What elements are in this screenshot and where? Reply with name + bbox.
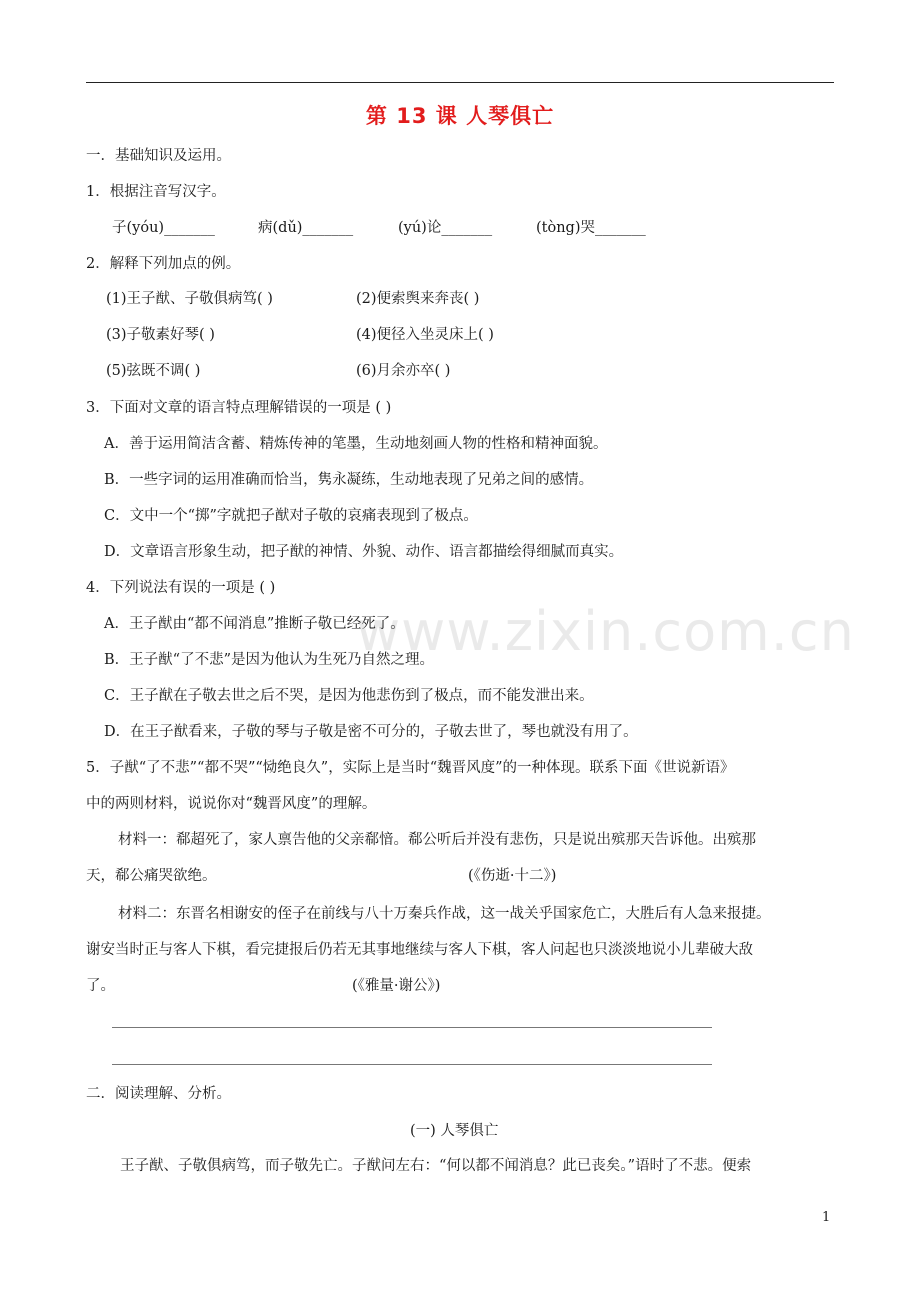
q2-item: (1)王子猷、子敬俱病笃( ) — [106, 291, 273, 307]
q3-option: A．善于运用简洁含蓄、精炼传神的笔墨，生动地刻画人物的性格和精神面貌。 — [104, 436, 608, 452]
page-title: 第 13 课 人琴俱亡 — [365, 104, 555, 128]
question-1-stem: 1．根据注音写汉字。 — [86, 184, 226, 200]
material-1-source: (《伤逝·十二》) — [468, 868, 557, 884]
q2-item: (3)子敬素好琴( ) — [106, 327, 215, 343]
reading-heading: (一) 人琴俱亡 — [410, 1123, 499, 1139]
section-heading-1: 一．基础知识及运用。 — [86, 148, 231, 164]
q4-option: A．王子猷由“都不闻消息”推断子敬已经死了。 — [104, 616, 405, 632]
answer-line — [112, 1027, 712, 1028]
q4-option: C．王子猷在子敬去世之后不哭，是因为他悲伤到了极点，而不能发泄出来。 — [104, 688, 594, 704]
material-2-text: 谢安当时正与客人下棋，看完捷报后仍若无其事地继续与客人下棋，客人问起也只淡淡地说小儿辈破大敌 — [86, 942, 753, 958]
material-1-text: 材料一：郗超死了，家人禀告他的父亲郗愔。郗公听后并没有悲伤，只是说出殡那天告诉他。出殡那 — [118, 832, 756, 848]
question-5-text: 5．子猷“了不悲”“都不哭”“恸绝良久”，实际上是当时“魏晋风度”的一种体现。联系下面《世说新语》 — [86, 760, 735, 776]
q2-item: (6)月余亦卒( ) — [356, 363, 451, 379]
page-number: 1 — [822, 1210, 831, 1225]
q2-item: (4)便径入坐灵床上( ) — [356, 327, 494, 343]
watermark: www.zixin.com.cn — [356, 600, 855, 663]
reading-text: 王子猷、子敬俱病笃，而子敬先亡。子猷问左右：“何以都不闻消息？此已丧矣。”语时了不悲。便索 — [120, 1158, 752, 1174]
material-2-text: 了。 — [86, 978, 115, 994]
q1-item: (yú)论_______ — [398, 220, 493, 236]
material-2-text: 材料二：东晋名相谢安的侄子在前线与八十万秦兵作战，这一战关乎国家危亡，大胜后有人急来报捷。 — [118, 906, 771, 922]
question-3-stem: 3．下面对文章的语言特点理解错误的一项是 ( ) — [86, 400, 392, 416]
q4-option: D．在王子猷看来，子敬的琴与子敬是密不可分的，子敬去世了，琴也就没有用了。 — [104, 724, 638, 740]
question-5-text: 中的两则材料，说说你对“魏晋风度”的理解。 — [86, 796, 377, 812]
q1-item: 子(yóu)_______ — [112, 220, 215, 236]
q3-option: D．文章语言形象生动，把子猷的神情、外貌、动作、语言都描绘得细腻而真实。 — [104, 544, 624, 560]
answer-line — [112, 1064, 712, 1065]
section-heading-2: 二．阅读理解、分析。 — [86, 1086, 231, 1102]
question-4-stem: 4．下列说法有误的一项是 ( ) — [86, 580, 276, 596]
material-2-source: (《雅量·谢公》) — [352, 978, 441, 994]
q2-item: (5)弦既不调( ) — [106, 363, 201, 379]
q2-item: (2)便索舆来奔丧( ) — [356, 291, 480, 307]
q3-option: B．一些字词的运用准确而恰当，隽永凝练，生动地表现了兄弟之间的感情。 — [104, 472, 594, 488]
q1-item: 病(dǔ)_______ — [258, 220, 354, 236]
q1-item: (tòng)哭_______ — [536, 220, 646, 236]
material-1-text: 天，郗公痛哭欲绝。 — [86, 868, 217, 884]
q3-option: C．文中一个“掷”字就把子猷对子敬的哀痛表现到了极点。 — [104, 508, 478, 524]
q4-option: B．王子猷“了不悲”是因为他认为生死乃自然之理。 — [104, 652, 434, 668]
header-rule — [86, 82, 834, 83]
question-2-stem: 2．解释下列加点的例。 — [86, 256, 241, 272]
